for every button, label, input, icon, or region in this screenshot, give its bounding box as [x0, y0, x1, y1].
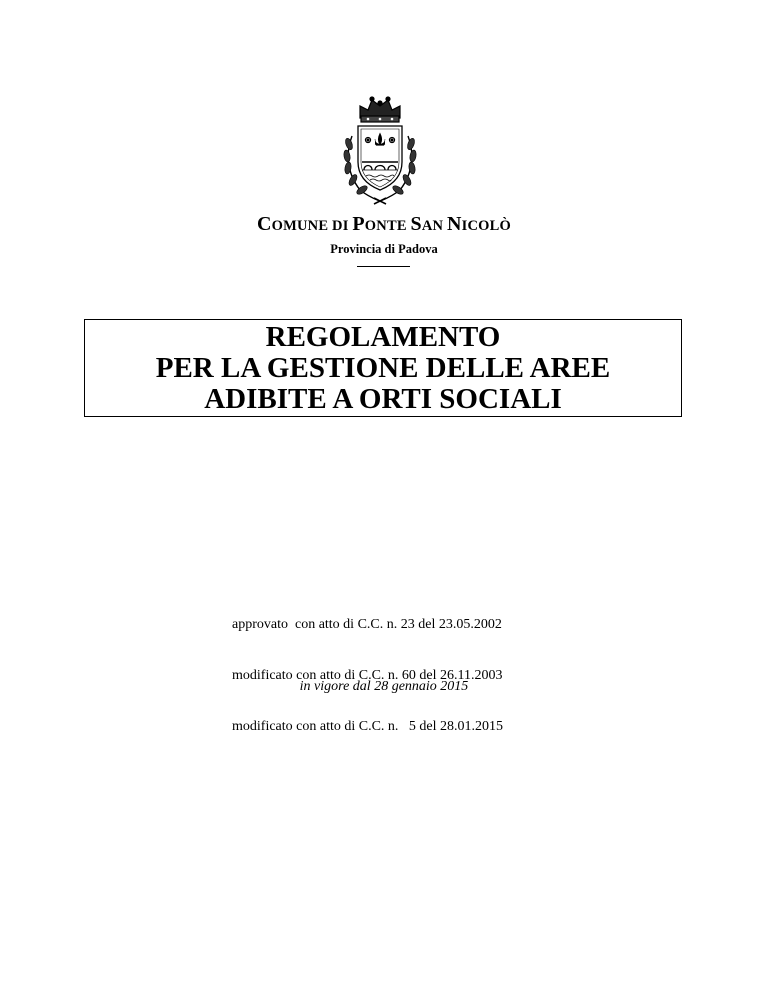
in-force-date: in vigore dal 28 gennaio 2015 — [299, 679, 469, 694]
municipality-name — [0, 213, 768, 236]
divider — [357, 266, 410, 267]
document-title-line: ADIBITE A ORTI SOCIALI — [204, 382, 562, 415]
approval-act-line: modificato con atto di C.C. n. 5 del 28.01.2015 — [232, 719, 504, 734]
approval-acts — [232, 582, 503, 769]
municipality-part: OMUNE DI — [271, 218, 353, 234]
municipality-part: N — [447, 213, 462, 235]
approval-act-line: modificato con atto di C.C. n. 60 del 26.11.2003 — [232, 668, 503, 683]
document-title-line: PER LA GESTIONE DELLE AREE — [155, 351, 611, 384]
municipality-part: AN — [421, 218, 448, 234]
municipality-part: P — [352, 213, 365, 235]
shield-icon — [358, 126, 402, 190]
approval-act-line: approvato con atto di C.C. n. 23 del 23.05.2002 — [232, 617, 502, 632]
province-name: Provincia di Padova — [330, 242, 438, 256]
municipal-coat-of-arms-icon — [334, 92, 426, 208]
municipality-part: ICOLÒ — [461, 218, 512, 234]
document-title-box — [84, 319, 682, 417]
municipality-part: S — [410, 213, 422, 235]
municipality-part: ONTE — [364, 218, 411, 234]
municipality-part: C — [256, 213, 272, 235]
crown-icon — [360, 97, 400, 122]
document-title-line: REGOLAMENTO — [265, 320, 501, 353]
